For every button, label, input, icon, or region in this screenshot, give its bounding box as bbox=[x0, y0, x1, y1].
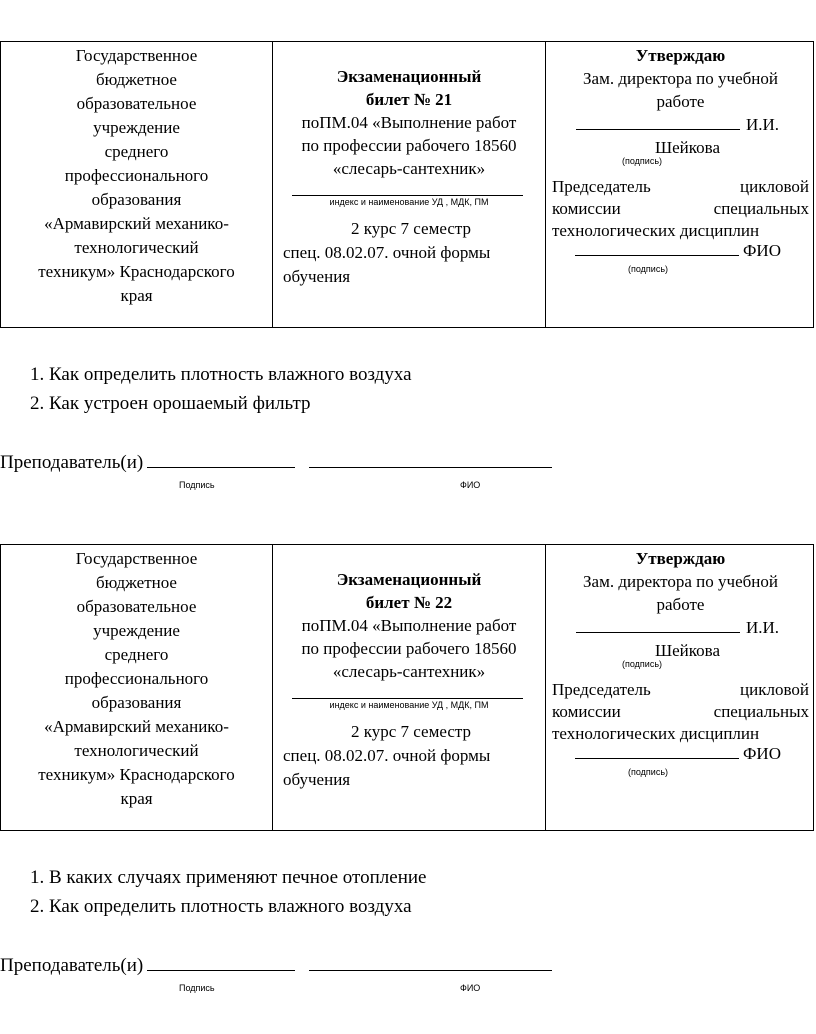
ticket-info-cell bbox=[272, 545, 545, 830]
question-1: 1. Как определить плотность влажного воздуха bbox=[30, 364, 412, 385]
teacher-fio-blank bbox=[309, 952, 552, 971]
teacher-fio-caption: ФИО bbox=[460, 983, 481, 993]
teacher-sign-blank bbox=[147, 449, 295, 468]
exam-ticket-21 bbox=[0, 0, 816, 500]
ticket-header-table bbox=[0, 41, 814, 328]
chair-signature-caption: (подпись) bbox=[628, 767, 669, 777]
index-caption: индекс и наименование УД , МДК, ПМ bbox=[329, 197, 489, 207]
director-surname: Шейкова bbox=[654, 641, 721, 660]
approve-title: Утверждаю bbox=[635, 549, 726, 568]
director-signature-line: И.И. bbox=[576, 616, 779, 639]
commission-chair: Председатель цикловой комиссии специальных технологических дисциплин bbox=[552, 177, 809, 240]
org-cell bbox=[1, 42, 272, 327]
commission-chair: Председатель цикловой комиссии специальных технологических дисциплин bbox=[552, 680, 809, 743]
institution-name: Государственное бюджетное образовательное учреждение среднего профессионального образования «Армавирский механико- технологический техникум» Краснодарского края bbox=[38, 46, 235, 305]
chair-signature-line: ФИО bbox=[575, 240, 781, 262]
teacher-sign-caption: Подпись bbox=[179, 983, 215, 993]
ticket-number: билет № 21 bbox=[365, 90, 453, 109]
teacher-label: Преподаватель(и) bbox=[0, 452, 144, 473]
director-surname: Шейкова bbox=[654, 138, 721, 157]
teacher-fio-blank bbox=[309, 449, 552, 468]
ticket-title: Экзаменационный билет № 22 bbox=[283, 568, 535, 614]
approval-block: Утверждаю Зам. директора по учебной работе bbox=[552, 44, 809, 113]
subject-name: поПМ.04 «Выполнение работ по профессии рабочего 18560 «слесарь-сантехник» bbox=[301, 616, 517, 681]
teacher-sign-blank bbox=[147, 952, 295, 971]
approval-cell bbox=[545, 545, 815, 830]
ticket-header-table bbox=[0, 544, 814, 831]
teacher-label: Преподаватель(и) bbox=[0, 955, 144, 976]
teacher-signature-row bbox=[0, 952, 552, 980]
approval-cell bbox=[545, 42, 815, 327]
director-signature-caption: (подпись) bbox=[622, 659, 663, 669]
question-1: 1. В каких случаях применяют печное отопление bbox=[30, 867, 427, 888]
ticket-info-cell bbox=[272, 42, 545, 327]
director-signature-caption: (подпись) bbox=[622, 156, 663, 166]
teacher-fio-caption: ФИО bbox=[460, 480, 481, 490]
course-info: 2 курс 7 семестр спец. 08.02.07. очной формы обучения bbox=[283, 219, 491, 286]
subject-name: поПМ.04 «Выполнение работ по профессии рабочего 18560 «слесарь-сантехник» bbox=[301, 113, 517, 178]
chair-signature-line: ФИО bbox=[575, 743, 781, 765]
teacher-sign-caption: Подпись bbox=[179, 480, 215, 490]
ticket-number: билет № 22 bbox=[365, 593, 453, 612]
chair-signature-caption: (подпись) bbox=[628, 264, 669, 274]
institution-name: Государственное бюджетное образовательное учреждение среднего профессионального образования «Армавирский механико- технологический техникум» Краснодарского края bbox=[38, 549, 235, 808]
exam-ticket-22 bbox=[0, 503, 816, 1003]
director-signature-line: И.И. bbox=[576, 113, 779, 136]
org-cell bbox=[1, 545, 272, 830]
question-2: 2. Как определить плотность влажного воздуха bbox=[30, 896, 412, 917]
ticket-title: Экзаменационный билет № 21 bbox=[283, 65, 535, 111]
index-caption: индекс и наименование УД , МДК, ПМ bbox=[329, 700, 489, 710]
teacher-signature-row bbox=[0, 449, 552, 477]
approval-block: Утверждаю Зам. директора по учебной работе bbox=[552, 547, 809, 616]
approve-title: Утверждаю bbox=[635, 46, 726, 65]
question-2: 2. Как устроен орошаемый фильтр bbox=[30, 393, 311, 414]
course-info: 2 курс 7 семестр спец. 08.02.07. очной формы обучения bbox=[283, 722, 491, 789]
